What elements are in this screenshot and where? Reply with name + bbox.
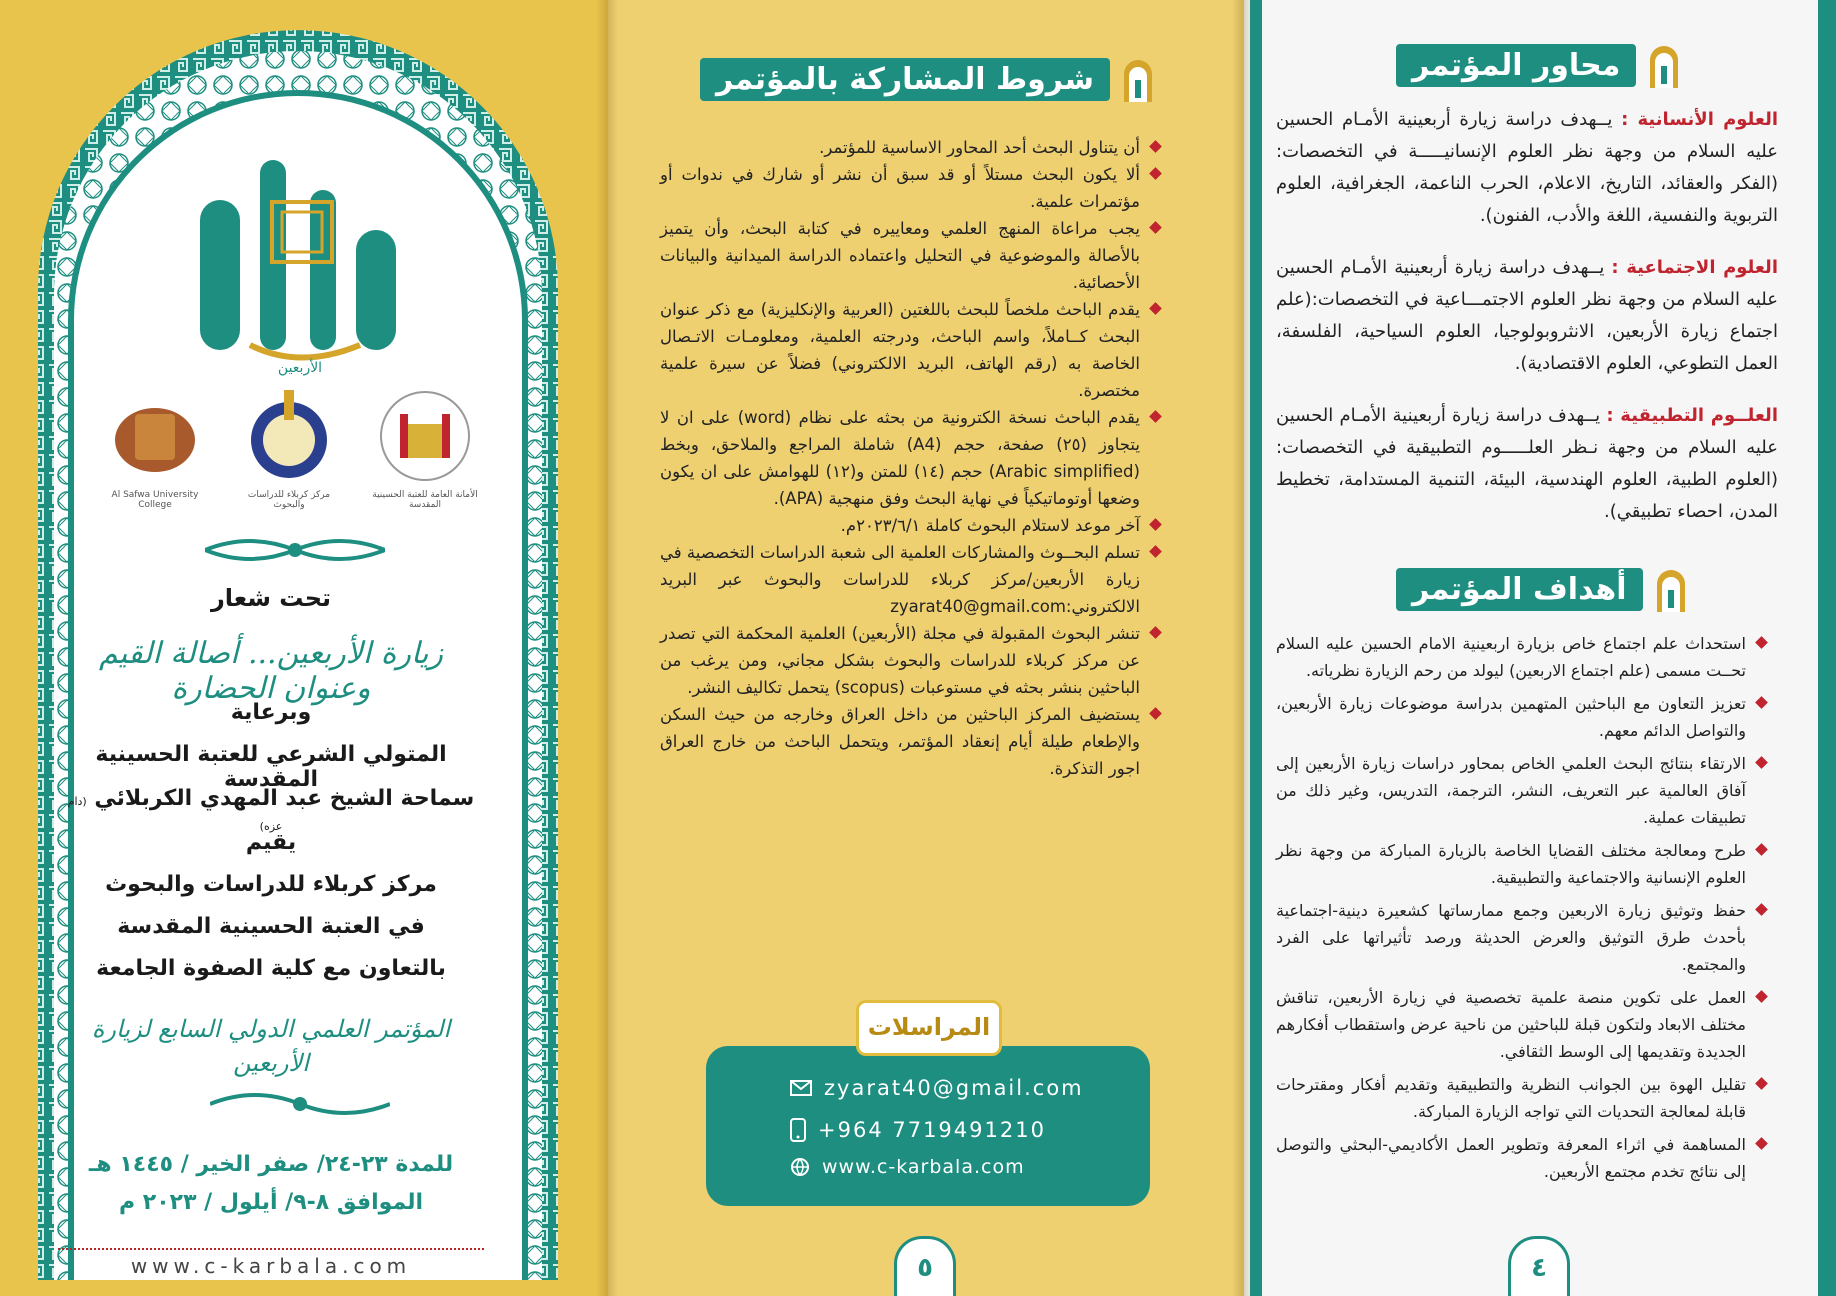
bullet-diamond-icon <box>1149 518 1162 531</box>
phone-icon <box>790 1118 806 1142</box>
goal-text: الارتقاء بنتائج البحث العلمي الخاص بمحاور دراسات زيارة الأربعين إلى آفاق العالمية عبر التعريف، النشر، الترجمة، التدريس، وغير ذلك من تطبيقات عملية. <box>1276 754 1746 827</box>
patron-honorific: (دام عزه) <box>67 795 283 833</box>
goal-text: تعزيز التعاون مع الباحثين المتهمين بدراسة موضوعات زيارة الأربعين، والتواصل الدائم معهم. <box>1276 694 1746 740</box>
condition-text: أن يتناول البحث أحد المحاور الاساسية للمؤتمر. <box>819 138 1140 157</box>
goal-text: المساهمة في اثراء المعرفة وتطوير العمل الأكاديمي-البحثي والتوصل إلى نتائج تخدم مجتمع الأربعين. <box>1276 1135 1746 1181</box>
contact-phone-row[interactable] <box>790 1118 1046 1142</box>
organizer-line-2: في العتبة الحسينية المقدسة <box>117 914 425 939</box>
goal-text: طرح ومعالجة مختلف القضايا الخاصة بالزيارة المباركة من وجهة نظر العلوم الإنسانية والاجتماعية والتطبيقية. <box>1276 841 1746 887</box>
arbaeen-logo-text: الأربعين <box>277 360 323 376</box>
contact-box <box>706 1046 1150 1206</box>
bullet-diamond-icon <box>1755 696 1768 709</box>
bullet-diamond-icon <box>1149 140 1162 153</box>
contact-web-text: www.c-karbala.com <box>822 1156 1025 1178</box>
date-hijri: للمدة ٢٣-٢٤/ صفر الخير / ١٤٤٥ هـ <box>88 1152 454 1177</box>
bullet-diamond-icon <box>1755 903 1768 916</box>
date-gregorian: الموافق ٨-٩/ أيلول / ٢٠٢٣ م <box>118 1190 424 1215</box>
axis-title: العلــوم التطبيقية : <box>1606 405 1778 426</box>
goal-item <box>1276 1131 1766 1185</box>
bullet-diamond-icon <box>1755 990 1768 1003</box>
mosque-icon <box>1120 56 1156 102</box>
safwa-college-logo <box>100 384 210 514</box>
axis-title: العلوم الاجتماعية : <box>1611 257 1778 278</box>
condition-item <box>660 620 1160 701</box>
contact-phone-text: +964 7719491210 <box>818 1118 1046 1142</box>
organizer-line-1: مركز كربلاء للدراسات والبحوث <box>105 872 437 897</box>
goal-text: استحداث علم اجتماع خاص بزيارة اربعينية الامام الحسين عليه السلام تحــت مسمى (علم اجتماع الاربعين) ليولد من رحم الزيارة نظرياته. <box>1276 634 1746 680</box>
bullet-diamond-icon <box>1149 221 1162 234</box>
envelope-icon <box>790 1080 812 1096</box>
bullet-diamond-icon <box>1149 626 1162 639</box>
goal-item <box>1276 630 1766 684</box>
axis-text: يــهدف دراسة زيارة أربعينية الأمـام الحسين عليه السلام من وجهة نظر العلوم الاجتمـــاعية في التخصصات:(علم اجتماع زيارة الأربعين، الانثروبولوجيا، العلوم السياحية، الفلسفة، العمل التطوعي، العلوم الاقتصادية). <box>1276 257 1778 374</box>
goal-text: حفظ وتوثيق زيارة الاربعين وجمع ممارساتها كشعيرة دينية-اجتماعية بأحدث طرق التوثيق والعرض الحديثة ورصد تأثيراتها على الفرد والمجتمع. <box>1276 901 1746 974</box>
bullet-diamond-icon <box>1149 545 1162 558</box>
goal-text: تقليل الهوة بين الجوانب النظرية والتطبيقية وتقديم أفكار ومقترحات قابلة لمعالجة التحديات التي تواجه الزيارة المباركة. <box>1276 1075 1746 1121</box>
condition-item <box>660 539 1160 620</box>
conditions-header <box>700 56 1156 102</box>
axes-header <box>1396 42 1682 88</box>
footer-divider <box>58 1248 484 1250</box>
goal-text: العمل على تكوين منصة علمية تخصصية في زيارة الأربعين، تناقش مختلف الابعاد ولتكون قبلة للباحثين من ناحية عرض واستقطاب أفكارهم الجديدة وتقديمها إلى الوسط الثقافي. <box>1276 988 1746 1061</box>
bullet-diamond-icon <box>1755 843 1768 856</box>
goal-item <box>1276 984 1766 1065</box>
arbaeen-logo <box>190 140 410 380</box>
axis-humanities <box>1276 104 1778 232</box>
conditions-title: شروط المشاركة بالمؤتمر <box>700 58 1110 101</box>
contact-email-row[interactable] <box>790 1076 1084 1100</box>
right-panel-rail-left <box>1250 0 1262 1296</box>
ornament-divider-bottom <box>210 1086 390 1122</box>
goals-list <box>1276 630 1766 1191</box>
goal-item <box>1276 837 1766 891</box>
bullet-diamond-icon <box>1755 756 1768 769</box>
karbala-center-logo-caption: مركز كربلاء للدراسات والبحوث <box>247 490 331 510</box>
condition-text: يقدم الباحث ملخصاً للبحث باللغتين (العربية والإنكليزية) مع ذكر عنوان البحث كــاملاً، واسم الباحث، ودرجته العلمية، ومعلومـات الاتـصال الخاصة به (رقم الهاتف، البريد الالكتروني) فضلاً عن سيرة علمية مختصرة. <box>660 300 1140 400</box>
bullet-diamond-icon <box>1149 707 1162 720</box>
condition-item <box>660 404 1160 512</box>
axis-applied <box>1276 400 1778 528</box>
page-number-right: ٤ <box>1508 1236 1570 1296</box>
condition-item <box>660 512 1160 539</box>
organizer-verb: يقيم <box>245 830 297 855</box>
goal-item <box>1276 897 1766 978</box>
page-number-middle: ٥ <box>894 1236 956 1296</box>
condition-text: يقدم الباحث نسخة الكترونية من بحثه على نظام (word) على ان لا يتجاوز (٢٥) صفحة، حجم (A4) شاملة المراجع والملاحق، وبخط (Arabic simplified) حجم (١٤) للمتن و(١٢) للهوامش على ان يكون وضعها أوتوماتيكياً في نهاية البحث وفق منهجية (APA). <box>660 408 1141 508</box>
footer-url-link[interactable]: www.c-karbala.com <box>130 1254 412 1278</box>
patron-name-text: سماحة الشيخ عبد المهدي الكربلائي <box>94 786 475 811</box>
conference-name: المؤتمر العلمي الدولي السابع لزيارة الأربعين <box>91 1015 451 1077</box>
contact-web-row[interactable] <box>790 1156 1025 1178</box>
condition-item <box>660 701 1160 782</box>
safwa-college-logo-caption: Al Safwa University College <box>111 490 199 510</box>
bullet-diamond-icon <box>1149 302 1162 315</box>
patron-name <box>56 786 486 836</box>
condition-text: تسلم البحــوث والمشاركات العلمية الى شعبة الدراسات التخصصية في زيارة الأربعين/مركز كربلاء للدراسات والبحوث عبر البريد الالكتروني:zyarat40@gmail.com <box>660 543 1140 616</box>
condition-item <box>660 161 1160 215</box>
bullet-diamond-icon <box>1755 1077 1768 1090</box>
conditions-list <box>660 134 1160 782</box>
correspondence-label: المراسلات <box>856 1000 1002 1056</box>
patron-title: المتولي الشرعي للعتبة الحسينية المقدسة <box>95 742 447 792</box>
condition-text: آخر موعد لاستلام البحوث كاملة ٢٠٢٣/٦/١م. <box>840 516 1140 535</box>
tagline-label: تحت شعار <box>210 584 332 612</box>
bullet-diamond-icon <box>1755 636 1768 649</box>
condition-text: يجب مراعاة المنهج العلمي ومعاييره في كتابة البحث، وأن يتميز بالأصالة والموضوعية في التحليل واعتماده الدراسة الميدانية والبيانات الأحصائية. <box>660 219 1140 292</box>
atabat-logo <box>370 384 480 514</box>
condition-text: يستضيف المركز الباحثين من داخل العراق وخارجه من حيث السكن والإطعام طيلة أيام إنعقاد المؤتمر، ويتحمل الباحث من خارج العراق اجور التذكرة. <box>660 705 1140 778</box>
condition-text: تنشر البحوث المقبولة في مجلة (الأربعين) العلمية المحكمة التي تصدر عن مركز كربلاء للدراسات والبحوث بشكل مجاني، ومن يرغب من الباحثين بنشر بحثه في مستوعبات (scopus) يتحمل تكاليف النشر. <box>660 624 1140 697</box>
axis-text: يــهدف دراسة زيارة أربعينية الأمـام الحسين عليه السلام من وجهة نـظر العلـــــوم التطبيقية في التخصصات:(العلوم الطبية، العلوم الهندسية، البيئة، التنمية المستدامة، تخطيط المدن، احصاء تطبيقي). <box>1276 405 1778 522</box>
right-panel-rail-right <box>1818 0 1836 1296</box>
goal-item <box>1276 750 1766 831</box>
globe-icon <box>790 1157 810 1177</box>
goal-item <box>1276 1071 1766 1125</box>
goals-title: أهداف المؤتمر <box>1396 568 1643 611</box>
fold-shadow-left <box>596 0 618 1296</box>
ornament-divider-top <box>205 532 385 568</box>
goals-header <box>1396 566 1689 612</box>
condition-item <box>660 134 1160 161</box>
axis-social <box>1276 252 1778 380</box>
contact-email-text: zyarat40@gmail.com <box>824 1076 1084 1100</box>
organizer-line-3: بالتعاون مع كلية الصفوة الجامعة <box>96 956 446 981</box>
patronage-intro: وبرعاية <box>230 700 312 725</box>
goal-item <box>1276 690 1766 744</box>
condition-item <box>660 215 1160 296</box>
condition-item <box>660 296 1160 404</box>
axis-title: العلوم الأنسانية : <box>1621 109 1778 130</box>
bullet-diamond-icon <box>1149 167 1162 180</box>
mosque-icon <box>1646 42 1682 88</box>
atabat-logo-caption: الأمانة العامة للعتبة الحسينية المقدسة <box>372 490 478 510</box>
axis-text: يــهدف دراسة زيارة أربعينية الأمـام الحسين عليه السلام من وجهة نظر العلوم الإنسانيـــــة في التخصصات:(الفكر والعقائد، التاريخ، الاعلام، الحرب الناعمة، الجغرافية، العلوم التربوية والنفسية، اللغة والأدب، الفنون). <box>1276 109 1778 226</box>
bullet-diamond-icon <box>1755 1137 1768 1150</box>
slogan-text: زيارة الأربعين... أصالة القيم وعنوان الحضارة <box>99 636 443 706</box>
axes-title: محاور المؤتمر <box>1396 44 1636 87</box>
bullet-diamond-icon <box>1149 410 1162 423</box>
karbala-center-logo <box>234 384 344 514</box>
mosque-icon <box>1653 566 1689 612</box>
condition-text: ألا يكون البحث مستلاً أو قد سبق أن نشر أو شارك في ندوات أو مؤتمرات علمية. <box>660 165 1140 211</box>
